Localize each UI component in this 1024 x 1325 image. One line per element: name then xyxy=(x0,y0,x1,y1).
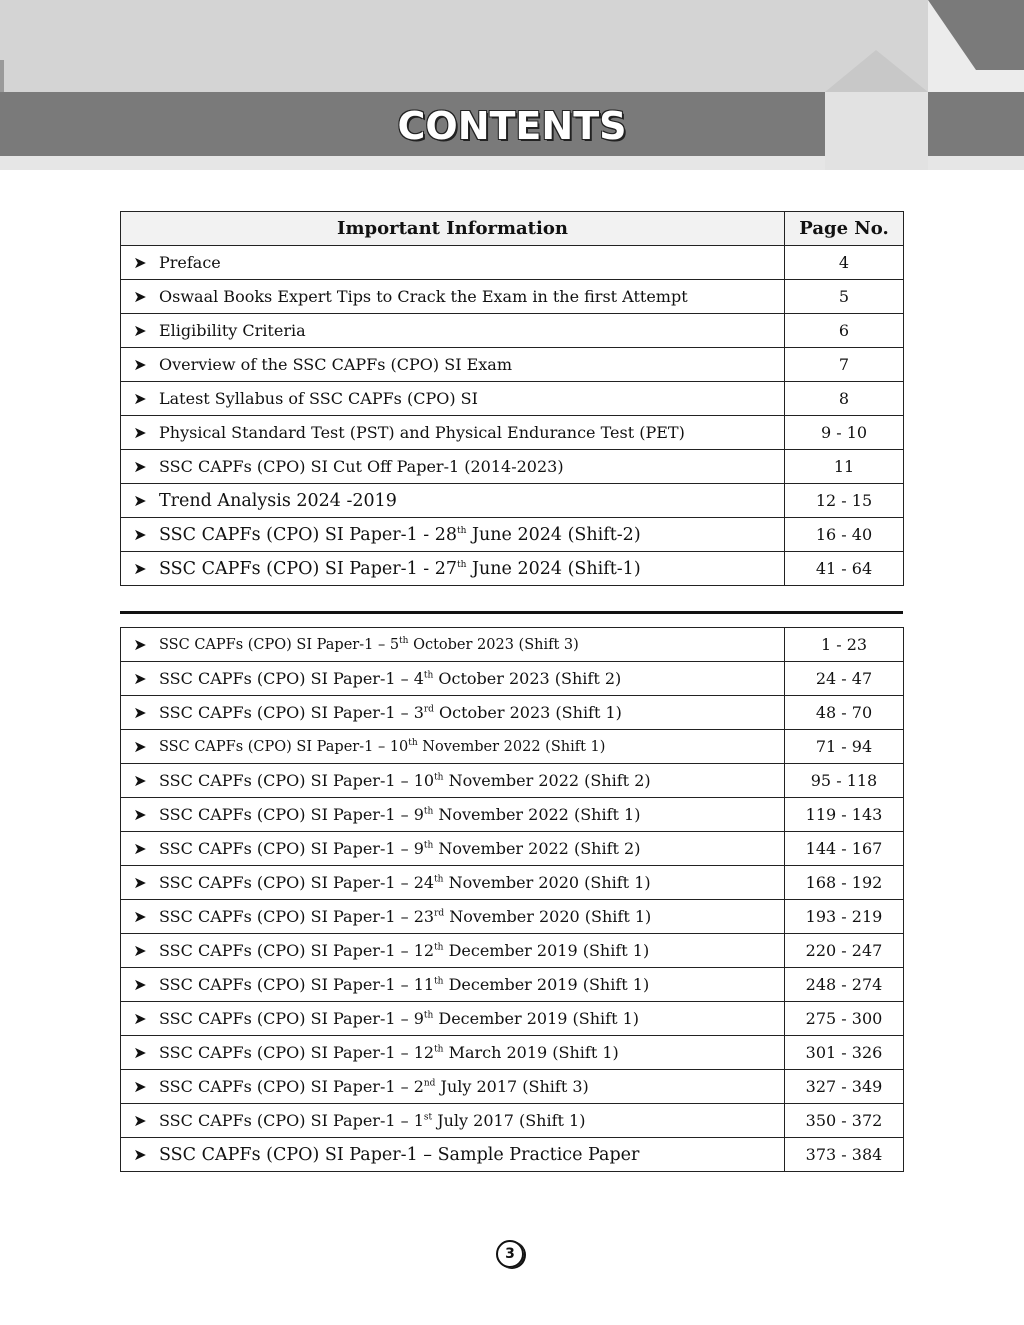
page-title: CONTENTS xyxy=(397,104,627,148)
entry-title-end: December 2019 (Shift 1) xyxy=(443,941,650,960)
arrow-bullet-icon: ➤ xyxy=(133,975,147,994)
page-range: 373 - 384 xyxy=(785,1138,904,1172)
table-row[interactable] xyxy=(121,696,904,730)
arrow-bullet-icon: ➤ xyxy=(133,1111,147,1130)
ordinal-suffix: th xyxy=(423,670,434,681)
entry-title-end: November 2020 (Shift 1) xyxy=(443,873,651,892)
entry xyxy=(121,635,784,654)
entry xyxy=(121,907,784,926)
entry xyxy=(121,1009,784,1028)
entry-title-start: SSC CAPFs (CPO) SI Paper-1 – 12 xyxy=(159,1043,435,1062)
entry-cell xyxy=(121,484,785,518)
entry-cell xyxy=(121,280,785,314)
page-range: 4 xyxy=(785,246,904,280)
header-important-information: Important Information xyxy=(121,212,785,246)
entry-title-start: SSC CAPFs (CPO) SI Paper-1 – 24 xyxy=(159,873,435,892)
arrow-bullet-icon: ➤ xyxy=(133,389,147,408)
ordinal-suffix: th xyxy=(457,559,467,570)
table-row[interactable] xyxy=(121,934,904,968)
arrow-bullet-icon: ➤ xyxy=(133,423,147,442)
page-range: 41 - 64 xyxy=(785,552,904,586)
entry-cell xyxy=(121,518,785,552)
entry-title xyxy=(159,1009,639,1028)
header-page-no: Page No. xyxy=(785,212,904,246)
page-range: 6 xyxy=(785,314,904,348)
ordinal-suffix: th xyxy=(408,737,418,748)
entry-title xyxy=(159,1043,619,1062)
entry-cell xyxy=(121,1104,785,1138)
arrow-bullet-icon: ➤ xyxy=(133,287,147,306)
page-range: 248 - 274 xyxy=(785,968,904,1002)
entry-title: SSC CAPFs (CPO) SI Paper-1 – Sample Practice Paper xyxy=(159,1144,640,1165)
contents-table-1 xyxy=(120,211,904,586)
entry-title: Latest Syllabus of SSC CAPFs (CPO) SI xyxy=(159,389,478,408)
arrow-bullet-icon: ➤ xyxy=(133,1145,147,1164)
table-row[interactable] xyxy=(121,348,904,382)
table-row[interactable] xyxy=(121,968,904,1002)
entry xyxy=(121,1077,784,1096)
entry xyxy=(121,805,784,824)
page-range: 71 - 94 xyxy=(785,730,904,764)
entry-title: Overview of the SSC CAPFs (CPO) SI Exam xyxy=(159,355,513,374)
entry-title-end: June 2024 (Shift-2) xyxy=(466,524,641,545)
entry-title-start: SSC CAPFs (CPO) SI Paper-1 – 11 xyxy=(159,975,435,994)
page-range: 9 - 10 xyxy=(785,416,904,450)
arrow-bullet-icon: ➤ xyxy=(133,457,147,476)
entry-cell xyxy=(121,730,785,764)
ordinal-suffix: th xyxy=(434,874,444,885)
arrow-bullet-icon: ➤ xyxy=(133,805,147,824)
table-row[interactable] xyxy=(121,552,904,586)
entry-title-end: October 2023 (Shift 2) xyxy=(433,669,622,688)
entry xyxy=(121,941,784,960)
entry-cell xyxy=(121,696,785,730)
page-range: 48 - 70 xyxy=(785,696,904,730)
arrow-bullet-icon: ➤ xyxy=(133,635,147,654)
page-range: 11 xyxy=(785,450,904,484)
table-row[interactable] xyxy=(121,1002,904,1036)
table-row[interactable] xyxy=(121,832,904,866)
entry-cell xyxy=(121,764,785,798)
entry xyxy=(121,873,784,892)
arrow-bullet-icon: ➤ xyxy=(133,491,147,510)
page-range: 220 - 247 xyxy=(785,934,904,968)
entry-title-start: SSC CAPFs (CPO) SI Paper-1 – 4 xyxy=(159,669,424,688)
entry-title-end: November 2022 (Shift 1) xyxy=(433,805,641,824)
entry-title xyxy=(159,805,640,824)
entry-title-start: SSC CAPFs (CPO) SI Paper-1 – 23 xyxy=(159,907,435,926)
entry xyxy=(121,389,784,408)
table-row[interactable] xyxy=(121,866,904,900)
entry-title xyxy=(159,669,621,688)
page-range: 95 - 118 xyxy=(785,764,904,798)
table-row[interactable] xyxy=(121,1070,904,1104)
entry xyxy=(121,491,784,511)
entry-cell xyxy=(121,798,785,832)
entry xyxy=(121,355,784,374)
entry-title-start: SSC CAPFs (CPO) SI Paper-1 - 27 xyxy=(159,558,458,579)
entry-title: Preface xyxy=(159,253,221,272)
entry-title-start: SSC CAPFs (CPO) SI Paper-1 – 3 xyxy=(159,703,424,722)
entry-title xyxy=(159,525,641,545)
entry-cell xyxy=(121,450,785,484)
entry xyxy=(121,975,784,994)
ordinal-suffix: rd xyxy=(434,908,445,919)
entry-title-start: SSC CAPFs (CPO) SI Paper-1 – 9 xyxy=(159,1009,424,1028)
arrow-bullet-icon: ➤ xyxy=(133,873,147,892)
page-number: 3 xyxy=(496,1240,524,1268)
ordinal-suffix: nd xyxy=(423,1078,436,1089)
entry-title-end: December 2019 (Shift 1) xyxy=(433,1009,640,1028)
page-range: 301 - 326 xyxy=(785,1036,904,1070)
entry-title-start: SSC CAPFs (CPO) SI Paper-1 – 2 xyxy=(159,1077,424,1096)
page-range: 5 xyxy=(785,280,904,314)
entry-title-start: SSC CAPFs (CPO) SI Paper-1 – 1 xyxy=(159,1111,424,1130)
table-row[interactable] xyxy=(121,764,904,798)
page-range: 144 - 167 xyxy=(785,832,904,866)
entry-title xyxy=(159,637,579,653)
entry-cell xyxy=(121,416,785,450)
entry-title-end: June 2024 (Shift-1) xyxy=(466,558,641,579)
table-row[interactable] xyxy=(121,484,904,518)
table-row[interactable] xyxy=(121,1036,904,1070)
entry-cell xyxy=(121,246,785,280)
arrow-bullet-icon: ➤ xyxy=(133,839,147,858)
entry-title-start: SSC CAPFs (CPO) SI Paper-1 – 9 xyxy=(159,839,424,858)
entry-cell xyxy=(121,1070,785,1104)
entry-title-end: November 2022 (Shift 1) xyxy=(417,738,606,755)
ordinal-suffix: th xyxy=(423,806,434,817)
entry-title: Physical Standard Test (PST) and Physical Endurance Test (PET) xyxy=(159,423,685,442)
arrow-bullet-icon: ➤ xyxy=(133,1077,147,1096)
entry xyxy=(121,457,784,476)
arrow-bullet-icon: ➤ xyxy=(133,669,147,688)
entry-title xyxy=(159,839,640,858)
entry-title-start: SSC CAPFs (CPO) SI Paper-1 – 9 xyxy=(159,805,424,824)
entry-title: Trend Analysis 2024 -2019 xyxy=(159,490,397,511)
page-range: 327 - 349 xyxy=(785,1070,904,1104)
entry xyxy=(121,703,784,722)
table-row[interactable] xyxy=(121,730,904,764)
page-range: 12 - 15 xyxy=(785,484,904,518)
table-row[interactable] xyxy=(121,246,904,280)
entry-cell xyxy=(121,552,785,586)
entry xyxy=(121,287,784,306)
arrow-bullet-icon: ➤ xyxy=(133,941,147,960)
entry-cell xyxy=(121,832,785,866)
table-row[interactable] xyxy=(121,798,904,832)
entry-title: Oswaal Books Expert Tips to Crack the Exam in the first Attempt xyxy=(159,287,688,306)
page-range: 1 - 23 xyxy=(785,628,904,662)
table-row[interactable] xyxy=(121,314,904,348)
entry xyxy=(121,1145,784,1165)
ordinal-suffix: th xyxy=(434,772,444,783)
entry-cell xyxy=(121,1138,785,1172)
entry-cell xyxy=(121,314,785,348)
page-range: 24 - 47 xyxy=(785,662,904,696)
page-range: 193 - 219 xyxy=(785,900,904,934)
entry-title xyxy=(159,739,605,755)
entry xyxy=(121,525,784,545)
arrow-bullet-icon: ➤ xyxy=(133,559,147,578)
page-range: 119 - 143 xyxy=(785,798,904,832)
entry xyxy=(121,771,784,790)
entry-title xyxy=(159,941,649,960)
entry-title-end: July 2017 (Shift 3) xyxy=(435,1077,589,1096)
entry-cell xyxy=(121,348,785,382)
table-row[interactable] xyxy=(121,1104,904,1138)
entry-title-end: October 2023 (Shift 3) xyxy=(408,636,579,653)
entry xyxy=(121,423,784,442)
table-row[interactable] xyxy=(121,450,904,484)
entry-title: Eligibility Criteria xyxy=(159,321,306,340)
entry-cell xyxy=(121,968,785,1002)
arrow-bullet-icon: ➤ xyxy=(133,907,147,926)
arrow-bullet-icon: ➤ xyxy=(133,253,147,272)
ordinal-suffix: th xyxy=(423,1010,434,1021)
entry-title-end: July 2017 (Shift 1) xyxy=(432,1111,586,1130)
entry xyxy=(121,559,784,579)
page-range: 350 - 372 xyxy=(785,1104,904,1138)
ordinal-suffix: st xyxy=(423,1112,433,1123)
page-range: 275 - 300 xyxy=(785,1002,904,1036)
arrow-bullet-icon: ➤ xyxy=(133,525,147,544)
page-range: 168 - 192 xyxy=(785,866,904,900)
entry-title-start: SSC CAPFs (CPO) SI Paper-1 – 5 xyxy=(159,636,400,653)
ordinal-suffix: rd xyxy=(423,704,434,715)
entry-cell xyxy=(121,628,785,662)
entry-cell xyxy=(121,1036,785,1070)
page-range: 16 - 40 xyxy=(785,518,904,552)
entry-title-end: November 2022 (Shift 2) xyxy=(433,839,641,858)
table-row[interactable] xyxy=(121,382,904,416)
table-row[interactable] xyxy=(121,1138,904,1172)
entry-title xyxy=(159,559,641,579)
arrow-bullet-icon: ➤ xyxy=(133,771,147,790)
entry-cell xyxy=(121,382,785,416)
entry-title-start: SSC CAPFs (CPO) SI Paper-1 - 28 xyxy=(159,524,458,545)
entry-title xyxy=(159,975,649,994)
ordinal-suffix: th xyxy=(457,525,467,536)
entry-title-end: November 2020 (Shift 1) xyxy=(444,907,652,926)
ordinal-suffix: th xyxy=(434,1044,444,1055)
arrow-bullet-icon: ➤ xyxy=(133,321,147,340)
entry xyxy=(121,321,784,340)
entry-title-start: SSC CAPFs (CPO) SI Paper-1 – 10 xyxy=(159,738,409,755)
arrow-bullet-icon: ➤ xyxy=(133,355,147,374)
page-range: 7 xyxy=(785,348,904,382)
table-row[interactable] xyxy=(121,662,904,696)
entry-title-end: March 2019 (Shift 1) xyxy=(443,1043,619,1062)
entry xyxy=(121,1111,784,1130)
entry-cell xyxy=(121,934,785,968)
section-divider xyxy=(120,611,903,614)
ordinal-suffix: th xyxy=(434,942,444,953)
entry-title xyxy=(159,873,651,892)
entry-title-start: SSC CAPFs (CPO) SI Paper-1 – 10 xyxy=(159,771,435,790)
entry-title: SSC CAPFs (CPO) SI Cut Off Paper-1 (2014-2023) xyxy=(159,457,564,476)
entry-title xyxy=(159,1077,589,1096)
entry-title-start: SSC CAPFs (CPO) SI Paper-1 – 12 xyxy=(159,941,435,960)
entry xyxy=(121,669,784,688)
arrow-bullet-icon: ➤ xyxy=(133,1043,147,1062)
entry-title-end: November 2022 (Shift 2) xyxy=(443,771,651,790)
table-row[interactable] xyxy=(121,416,904,450)
entry-cell xyxy=(121,866,785,900)
entry xyxy=(121,737,784,756)
entry-cell xyxy=(121,900,785,934)
contents-table-2 xyxy=(120,627,904,1172)
arrow-bullet-icon: ➤ xyxy=(133,1009,147,1028)
ordinal-suffix: th xyxy=(399,635,409,646)
entry-title xyxy=(159,703,622,722)
entry xyxy=(121,1043,784,1062)
ordinal-suffix: th xyxy=(434,976,444,987)
table-row[interactable] xyxy=(121,518,904,552)
table-row[interactable] xyxy=(121,900,904,934)
entry-title xyxy=(159,907,651,926)
arrow-bullet-icon: ➤ xyxy=(133,737,147,756)
entry-cell xyxy=(121,1002,785,1036)
entry-title xyxy=(159,1111,585,1130)
ordinal-suffix: th xyxy=(423,840,434,851)
arrow-bullet-icon: ➤ xyxy=(133,703,147,722)
entry-title xyxy=(159,771,651,790)
entry xyxy=(121,253,784,272)
table-row[interactable] xyxy=(121,628,904,662)
table-row[interactable] xyxy=(121,280,904,314)
table-header-row xyxy=(121,212,904,246)
entry-title-end: October 2023 (Shift 1) xyxy=(433,703,622,722)
entry xyxy=(121,839,784,858)
entry-title-end: December 2019 (Shift 1) xyxy=(443,975,650,994)
entry-cell xyxy=(121,662,785,696)
page-range: 8 xyxy=(785,382,904,416)
